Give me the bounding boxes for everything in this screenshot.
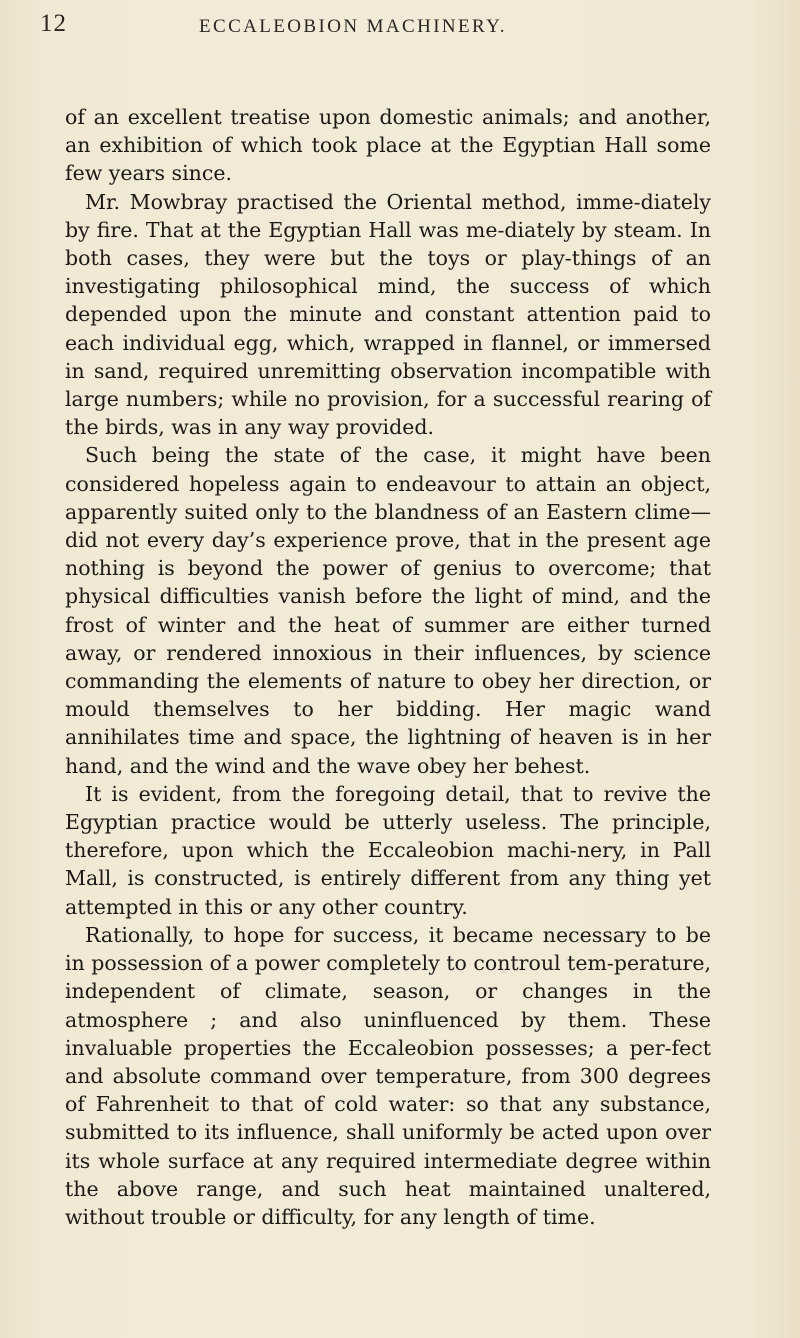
page-number: 12 bbox=[40, 10, 67, 37]
paragraph-4: It is evident, from the foregoing detail, that to revive the Egyptian practice would be utterly useless. The principle, therefore, upon which the Eccaleobion machi-nery, in Pall Mall, is constructed, is entirely different from any thing yet attempted in this or any other country. bbox=[65, 781, 711, 919]
running-head: ECCALEOBION MACHINERY. bbox=[199, 16, 507, 37]
paragraph-1: of an excellent treatise upon domestic animals; and another, an exhibition of which took place at the Egyptian Hall some few years since. bbox=[65, 105, 711, 186]
paragraph-5: Rationally, to hope for success, it became necessary to be in possession of a power completely to controul tem-perature, independent of climate, season, or changes in the atmosphere ; and also uninfluenced by them. These invaluable properties the Eccaleobion possesses; a per-fect and absolute command over temperature, from 300 degrees of Fahrenheit to that of cold water: so that any substance, submitted to its influence, shall uniformly be acted upon over its whole surface at any required intermediate degree within the above range, and such heat maintained unaltered, without trouble or difficulty, for any length of time. bbox=[65, 922, 711, 1229]
body-text bbox=[65, 103, 711, 1231]
paragraph-3: Such being the state of the case, it might have been considered hopeless again to endeavour to attain an object, apparently suited only to the blandness of an Eastern clime—did not every day’s experience prove, that in the present age nothing is beyond the power of genius to overcome; that physical difficulties vanish before the light of mind, and the frost of winter and the heat of summer are either turned away, or rendered innoxious in their influences, by science commanding the elements of nature to obey her direction, or mould themselves to her bidding. Her magic wand annihilates time and space, the lightning of heaven is in her hand, and the wind and the wave obey her behest. bbox=[65, 443, 711, 778]
paragraph-2: Mr. Mowbray practised the Oriental method, imme-diately by fire. That at the Egyptian Hall was me-diately by steam. In both cases, they were but the toys or play-things of an investigating philosophical mind, the success of which depended upon the minute and constant attention paid to each individual egg, which, wrapped in flannel, or immersed in sand, required unremitting observation incompatible with large numbers; while no provision, for a successful rearing of the birds, was in any way provided. bbox=[65, 189, 711, 440]
